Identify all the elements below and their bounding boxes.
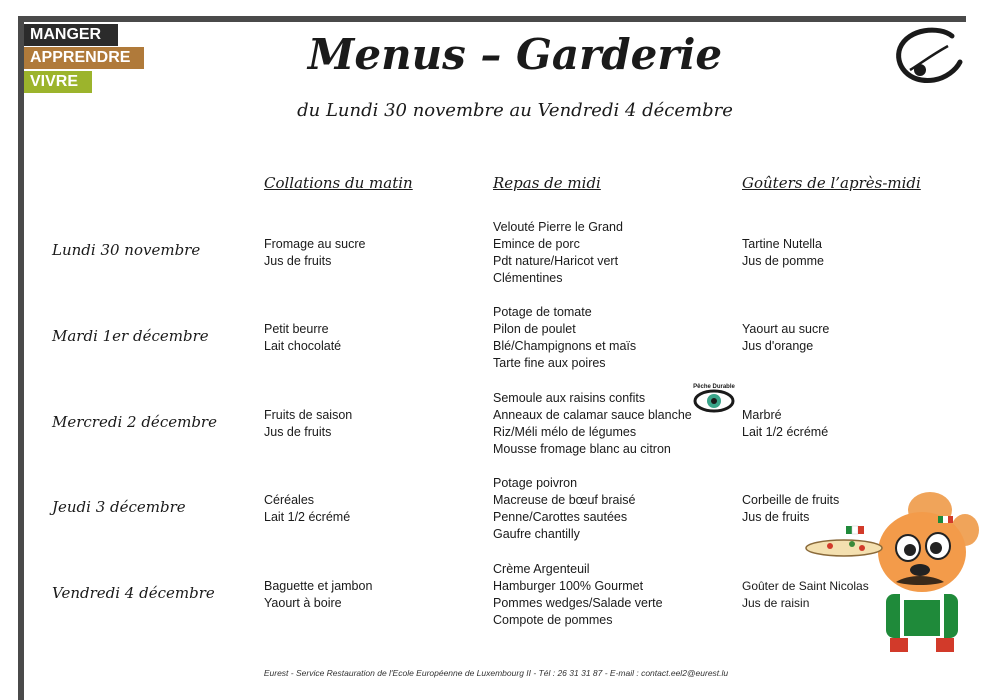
snack-cell-wednesday bbox=[742, 407, 828, 441]
brand-tag-vivre: VIVRE bbox=[24, 71, 92, 93]
morning-cell-wednesday bbox=[264, 407, 352, 441]
badge-text: Pêche Durable bbox=[693, 384, 735, 390]
column-header-morning: Collations du matin bbox=[264, 174, 413, 192]
page-subtitle: du Lundi 30 novembre au Vendredi 4 décembre bbox=[297, 100, 733, 121]
menu-item: Velouté Pierre le Grand bbox=[493, 220, 623, 234]
frame-left-bar bbox=[18, 16, 24, 700]
menu-item: Lait 1/2 écrémé bbox=[264, 510, 351, 524]
menu-item: Pdt nature/Haricot vert bbox=[493, 254, 619, 268]
menu-item: Yaourt au sucre bbox=[742, 322, 830, 336]
menu-item: Tartine Nutella bbox=[742, 237, 822, 251]
menu-item: Céréales bbox=[264, 493, 315, 507]
sustainable-fishing-badge bbox=[690, 380, 738, 419]
menu-item: Jus de fruits bbox=[742, 510, 810, 524]
menu-item: Clémentines bbox=[493, 271, 563, 285]
day-label-wednesday: Mercredi 2 décembre bbox=[52, 413, 217, 431]
snack-cell-tuesday bbox=[742, 321, 829, 355]
lunch-cell-friday bbox=[493, 561, 663, 629]
page-title: Menus – Garderie bbox=[307, 30, 723, 79]
eurest-logo-icon bbox=[890, 26, 966, 95]
menu-item: Marbré bbox=[742, 408, 782, 422]
menu-item: Gaufre chantilly bbox=[493, 527, 580, 541]
morning-cell-tuesday bbox=[264, 321, 341, 355]
menu-item: Lait 1/2 écrémé bbox=[742, 425, 829, 439]
morning-cell-friday bbox=[264, 578, 372, 612]
brand-tag-manger: MANGER bbox=[24, 24, 118, 46]
menu-item: Goûter de Saint Nicolas bbox=[742, 579, 869, 593]
menu-item: Semoule aux raisins confits bbox=[493, 391, 646, 405]
menu-item: Mousse fromage blanc au citron bbox=[493, 442, 671, 456]
snack-cell-monday bbox=[742, 236, 824, 270]
menu-item: Crème Argenteuil bbox=[493, 562, 590, 576]
lunch-cell-monday bbox=[493, 219, 623, 287]
menu-item: Jus de fruits bbox=[264, 425, 332, 439]
menu-item: Riz/Méli mélo de légumes bbox=[493, 425, 637, 439]
menu-item: Jus de fruits bbox=[264, 254, 332, 268]
menu-item: Fruits de saison bbox=[264, 408, 353, 422]
menu-item: Lait chocolaté bbox=[264, 339, 342, 353]
menu-item: Compote de pommes bbox=[493, 613, 613, 627]
menu-item: Anneaux de calamar sauce blanche bbox=[493, 408, 692, 422]
menu-item: Macreuse de bœuf braisé bbox=[493, 493, 636, 507]
menu-item: Emince de porc bbox=[493, 237, 580, 251]
menu-item: Jus de pomme bbox=[742, 254, 824, 268]
menu-item: Penne/Carottes sautées bbox=[493, 510, 628, 524]
menu-item: Hamburger 100% Gourmet bbox=[493, 579, 644, 593]
menu-item: Corbeille de fruits bbox=[742, 493, 840, 507]
lunch-cell-tuesday bbox=[493, 304, 636, 372]
menu-item: Pilon de poulet bbox=[493, 322, 576, 336]
day-label-monday: Lundi 30 novembre bbox=[52, 241, 201, 259]
menu-item: Potage de tomate bbox=[493, 305, 592, 319]
menu-item: Baguette et jambon bbox=[264, 579, 373, 593]
menu-item: Fromage au sucre bbox=[264, 237, 366, 251]
menu-item: Tarte fine aux poires bbox=[493, 356, 606, 370]
frame-top-bar bbox=[18, 16, 966, 22]
morning-cell-thursday bbox=[264, 492, 350, 526]
menu-item: Petit beurre bbox=[264, 322, 329, 336]
lunch-cell-thursday bbox=[493, 475, 635, 543]
menu-item: Yaourt à boire bbox=[264, 596, 342, 610]
menu-item: Pommes wedges/Salade verte bbox=[493, 596, 663, 610]
morning-cell-monday bbox=[264, 236, 365, 270]
column-header-lunch: Repas de midi bbox=[493, 174, 601, 192]
brand-tag-apprendre: APPRENDRE bbox=[24, 47, 144, 69]
day-label-thursday: Jeudi 3 décembre bbox=[52, 498, 186, 516]
day-label-friday: Vendredi 4 décembre bbox=[52, 584, 215, 602]
menu-item: Jus d'orange bbox=[742, 339, 814, 353]
footer-contact: Eurest - Service Restauration de l'Ecole Européenne de Luxembourg II - Tél : 26 31 31 87 - E-mail : contact.eel2@eurest.lu bbox=[263, 668, 729, 678]
menu-item: Blé/Champignons et maïs bbox=[493, 339, 637, 353]
chef-mascot-icon bbox=[800, 490, 980, 660]
menu-item: Jus de raisin bbox=[742, 596, 810, 610]
menu-item: Potage poivron bbox=[493, 476, 578, 490]
column-header-snack: Goûters de l’après-midi bbox=[742, 174, 921, 192]
lunch-cell-wednesday bbox=[493, 390, 692, 458]
day-label-tuesday: Mardi 1er décembre bbox=[52, 327, 209, 345]
